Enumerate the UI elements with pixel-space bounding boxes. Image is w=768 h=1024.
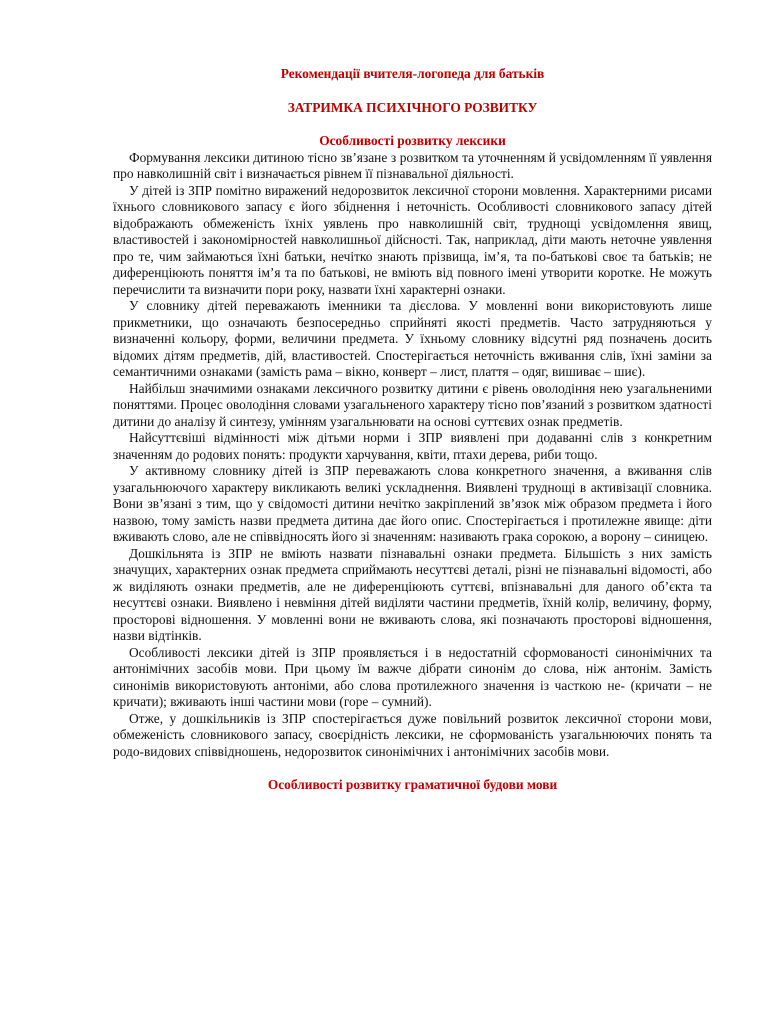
paragraph: У дітей із ЗПР помітно виражений недорозвиток лексичної сторони мовлення. Характерними рисами їхнього словникового запасу є його збіднення і неточність. Особливості словникового запасу дітей відображають обмеженість їхніх уявлень про навколишній світ, труднощі усвідомлення явищ, властивостей і закономірностей навколишньої дійсності. Так, наприклад, діти мають неточне уявлення про те, чим займаються їхні батьки, нечітко знають прізвища, ім’я, та по-батькові своє та батьків; не диференціюють поняття ім’я та по батькові, не вміють від повного імені утворити коротке. Не можуть перечислити та визначити пори року, назвати їхні характерні ознаки. <box>113 182 712 297</box>
paragraph: Найсуттєвіші відмінності між дітьми норми і ЗПР виявлені при додаванні слів з конкретним значенням до родових понять: продукти харчування, квіти, птахи дерева, риби тощо. <box>113 430 712 462</box>
paragraph: У активному словнику дітей із ЗПР переважають слова конкретного значення, а вживання слів узагальнюючого характеру викликають великі ускладнення. Виявлені труднощі в активізації словника. Вони зв’язані з тим, що у свідомості дитини нечітко закріплений зв’язок між образом предмета і його назвою, тому замість назви предмета дитина дає його опис. Спостерігається і протилежне явище: діти вживають слово, але не співвідносять його зі значенням: називають грака сорокою, а ворону – синицею. <box>113 463 712 544</box>
section-heading-lexicon: Особливості розвитку лексики <box>319 133 506 148</box>
paragraph: Найбільш значимими ознаками лексичного розвитку дитини є рівень оволодіння нею узагальненими поняттями. Процес оволодіння словами узагальненого характеру тісно пов’язаний з розвитком здатності дитини до аналізу й синтезу, умінням узагальнювати на основі суттєвих ознак предметів. <box>113 380 712 429</box>
paragraph: Отже, у дошкільників із ЗПР спостерігається дуже повільний розвиток лексичної сторони мови, обмеженість словникового запасу, своєрідність лексики, не сформованість узагальнюючих понять та родо-видових співвідношень, недорозвиток синонімічних і антонімічних засобів мови. <box>113 710 712 759</box>
document-topic: ЗАТРИМКА ПСИХІЧНОГО РОЗВИТКУ <box>287 99 538 115</box>
paragraph: Дошкільнята із ЗПР не вміють назвати пізнавальні ознаки предмета. Більшість з них замість значущих, характерних ознак предмета сприймають несуттєві деталі, різні не пізнавальні відомості, або ж виділяють ознаки предметів, але не диференціюють суттєві, впізнавальні для даного об’єкта та несуттєві ознаки. Виявлено і невміння дітей виділяти частини предметів, їхній колір, величину, форму, просторові відношення. У мовленні вони не вживають слова, які позначають просторові відношення, назви відтінків. <box>113 545 712 643</box>
section-heading-grammar: Особливості розвитку граматичної будови мови <box>267 777 558 792</box>
document-page <box>113 66 712 794</box>
paragraph: У словнику дітей переважають іменники та дієслова. У мовленні вони використовують лише прикметники, що означають безпосередньо сприйняті якості предметів. Часто затрудняються у визначенні кольору, форми, величини предмета. У їхньому словнику відсутні ряд позначень досить відомих дітям предметів, дій, властивостей. Спостерігається неточність вживання слів, їхні заміни за семантичними ознаками (замість рама – вікно, конверт – лист, плаття – одяг, вишиває – шиє). <box>113 298 712 379</box>
paragraph: Особливості лексики дітей із ЗПР проявляється і в недостатній сформованості синонімічних та антонімічних засобів мови. При цьому їм важче дібрати синонім до слова, ніж антонім. Замість синонімів використовують антоніми, або слова протилежного значення із часткою не- (кричати – не кричати); вживають інші частини мови (горе – сумний). <box>113 644 712 709</box>
document-title: Рекомендації вчителя-логопеда для батьків <box>280 66 545 81</box>
paragraph: Формування лексики дитиною тісно зв’язане з розвитком та уточненням й усвідомленням її уявлення про навколишній світ і визначається рівнем її пізнавальної діяльності. <box>113 149 712 181</box>
